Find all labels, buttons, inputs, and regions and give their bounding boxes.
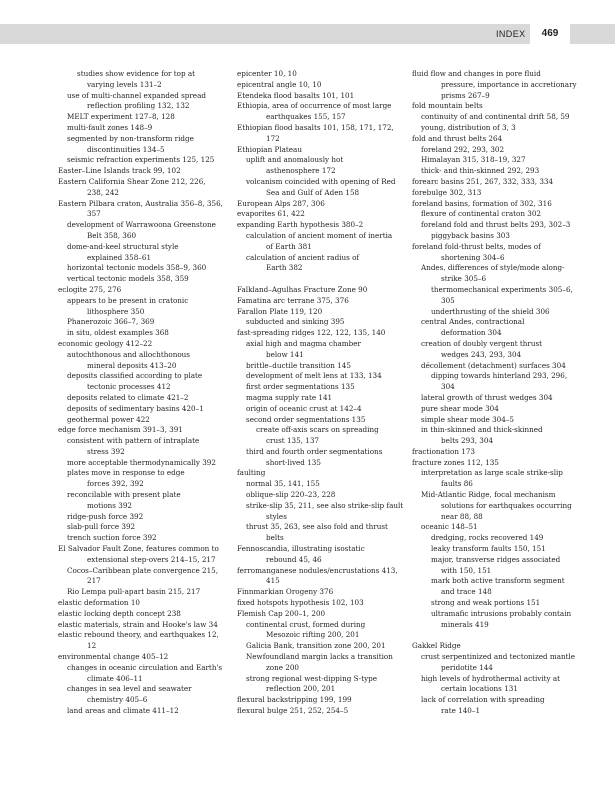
- index-subentry: appears to be present in cratonic: [67, 295, 189, 305]
- index-subentry: below 141: [266, 349, 304, 359]
- index-subentry: wedges 243, 293, 304: [441, 349, 522, 359]
- index-subentry: land areas and climate 411–12: [67, 706, 179, 716]
- index-subentry: deposits related to climate 421–2: [67, 392, 189, 402]
- index-subentry: explained 358–61: [87, 252, 152, 262]
- index-subentry: thrust 35, 263, see also fold and thrust: [246, 522, 388, 532]
- index-subentry: major, transverse ridges associated: [431, 554, 561, 564]
- index-subentry: axial high and magma chamber: [246, 338, 361, 348]
- index-entry: environmental change 405–12: [58, 652, 169, 662]
- index-subentry: dredging, rocks recovered 149: [431, 533, 544, 543]
- index-entry: Ethiopia, area of occurrence of most large: [237, 101, 392, 111]
- index-subentry: earthquakes 155, 157: [266, 112, 346, 122]
- index-entry: fracture zones 112, 135: [412, 457, 499, 467]
- index-subentry: extensional step-overs 214–15, 217: [87, 554, 216, 564]
- index-subentry: strong regional west-dipping S-type: [246, 673, 378, 683]
- index-subentry: Rio Lempa pull-apart basin 215, 217: [67, 587, 201, 597]
- index-subentry: first order segmentations 135: [246, 382, 355, 392]
- index-subentry: thermomechanical experiments 305–6,: [431, 284, 573, 294]
- index-subentry: asthenosphere 172: [266, 166, 336, 176]
- index-subentry: in thin-skinned and thick-skinned: [421, 425, 543, 435]
- index-subentry: tectonic processes 412: [87, 382, 171, 392]
- index-subentry: 357: [87, 209, 101, 219]
- index-entry: Flemish Cap 200–1, 200: [237, 608, 326, 618]
- index-entry: Eastern California Shear Zone 212, 226,: [58, 176, 206, 186]
- index-subentry: development of Warrawoona Greenstone: [67, 220, 216, 230]
- index-subentry: piggyback basins 303: [431, 230, 510, 240]
- index-subentry: Cocos–Caribbean plate convergence 215,: [67, 565, 219, 575]
- index-entry: flexural bulge 251, 252, 254–5: [237, 706, 349, 716]
- index-subentry: changes in sea level and seawater: [67, 684, 192, 694]
- index-subentry: Earth 382: [266, 263, 303, 273]
- index-subentry: seismic refraction experiments 125, 125: [67, 155, 215, 165]
- index-subentry: Newfoundland margin lacks a transition: [246, 652, 393, 662]
- index-subentry: rate 140–1: [441, 706, 481, 716]
- index-entry: forebulge 302, 313: [412, 187, 482, 197]
- index-subentry: ultramafic intrusions probably contain: [431, 608, 572, 618]
- index-entry: economic geology 412–22: [58, 338, 153, 348]
- index-column-3: [412, 69, 580, 717]
- index-subentry: plates move in response to edge: [67, 468, 185, 478]
- letter-group-gap: [412, 630, 580, 641]
- index-subentry: third and fourth order segmentations: [246, 446, 383, 456]
- index-entry: fold and thrust belts 264: [412, 133, 503, 143]
- index-subentry: minerals 419: [441, 619, 489, 629]
- index-subentry: uplift and anomalously hot: [246, 155, 344, 165]
- index-subentry: dome-and-keel structural style: [67, 241, 179, 251]
- index-subentry: continental crust, formed during: [246, 619, 366, 629]
- index-subentry: belts: [266, 533, 284, 543]
- index-subentry: reflection 200, 201: [266, 684, 336, 694]
- index-entry: Famatina arc terrane 375, 376: [237, 295, 349, 305]
- index-subentry: second order segmentations 135: [246, 414, 366, 424]
- index-subentry: lateral growth of thrust wedges 304: [421, 392, 553, 402]
- index-subentry: subducted and sinking 395: [246, 317, 345, 327]
- index-subentry: slab-pull force 392: [67, 522, 136, 532]
- index-subentry: studies show evidence for top at: [77, 69, 196, 78]
- index-subentry: strike-slip 35, 211, see also strike-slip fault: [246, 500, 404, 510]
- letter-group-gap: [237, 274, 409, 285]
- index-subentry: segmented by non-transform ridge: [67, 133, 194, 143]
- index-subentry: discontinuities 134–5: [87, 144, 165, 154]
- index-subentry: styles: [266, 511, 287, 521]
- index-subentry: certain locations 131: [441, 684, 518, 694]
- index-subentry: Mesozoic rifting 200, 201: [266, 630, 360, 640]
- index-subentry: chemistry 405–6: [87, 695, 148, 705]
- index-subentry: stress 392: [87, 446, 125, 456]
- index-subentry: in situ, oldest examples 368: [67, 328, 169, 338]
- index-subentry: trench suction force 392: [67, 533, 157, 543]
- index-subentry: pure shear mode 304: [421, 403, 499, 413]
- index-subentry: of Earth 381: [266, 241, 312, 251]
- index-subentry: central Andes, contractional: [421, 317, 525, 327]
- index-subentry: MELT experiment 127–8, 128: [67, 112, 175, 122]
- index-subentry: deformation 304: [441, 328, 502, 338]
- index-subentry: near 88, 88: [441, 511, 483, 521]
- index-subentry: geothermal power 422: [67, 414, 150, 424]
- index-subentry: reconcilable with present plate: [67, 490, 181, 500]
- index-subentry: changes in oceanic circulation and Earth's: [67, 662, 223, 672]
- index-subentry: volcanism coincided with opening of Red: [246, 176, 396, 186]
- index-entry: Eastern Pilbara craton, Australia 356–8, 356,: [58, 198, 223, 208]
- index-subentry: autochthonous and allochthonous: [67, 349, 190, 359]
- index-subentry: faults 86: [441, 479, 473, 489]
- index-subentry: mineral deposits 413–20: [87, 360, 177, 370]
- index-subentry: calculation of ancient moment of inertia: [246, 230, 393, 240]
- index-subentry: 415: [266, 576, 280, 586]
- index-subentry: Himalayan 315, 318–19, 327: [421, 155, 526, 165]
- index-subentry: zone 200: [266, 662, 300, 672]
- running-header-title: INDEX: [496, 29, 526, 39]
- index-entry: Fennoscandia, illustrating isostatic: [237, 544, 365, 554]
- index-subentry: climate 406–11: [87, 673, 143, 683]
- index-subentry: Mid-Atlantic Ridge, focal mechanism: [421, 490, 556, 500]
- index-entry: fluid flow and changes in pore fluid: [412, 69, 541, 78]
- index-entry: fold mountain belts: [412, 101, 483, 111]
- index-entry: El Salvador Fault Zone, features common to: [58, 544, 219, 554]
- index-subentry: foreland fold and thrust belts 293, 302–3: [421, 220, 571, 230]
- index-subentry: strike 305–6: [441, 274, 487, 284]
- index-subentry: lithosphere 350: [87, 306, 145, 316]
- index-entry: Ethiopian flood basalts 101, 158, 171, 172,: [237, 122, 394, 132]
- index-subentry: thick- and thin-skinned 292, 293: [421, 166, 540, 176]
- index-subentry: solutions for earthquakes occurring: [441, 500, 572, 510]
- index-subentry: continuity of and continental drift 58, 59: [421, 112, 570, 122]
- index-entry: epicenter 10, 10: [237, 69, 297, 78]
- index-subentry: 304: [441, 382, 455, 392]
- index-subentry: magma supply rate 141: [246, 392, 333, 402]
- index-subentry: underthrusting of the shield 306: [431, 306, 550, 316]
- index-entry: flexural backstripping 199, 199: [237, 695, 352, 705]
- index-subentry: lack of correlation with spreading: [421, 695, 545, 705]
- index-subentry: 172: [266, 133, 280, 143]
- index-subentry: create off-axis scars on spreading: [256, 425, 379, 435]
- index-subentry: crust 135, 137: [266, 436, 319, 446]
- index-entry: foreland basins, formation of 302, 316: [412, 198, 552, 208]
- index-subentry: crust serpentinized and tectonized mantle: [421, 652, 576, 662]
- index-subentry: rebound 45, 46: [266, 554, 322, 564]
- index-subentry: short-lived 135: [266, 457, 321, 467]
- index-entry: Ethiopian Plateau: [237, 144, 302, 154]
- index-subentry: reflection profiling 132, 132: [87, 101, 190, 111]
- index-subentry: deposits classified according to plate: [67, 371, 203, 381]
- index-subentry: Belt 358, 360: [87, 230, 137, 240]
- index-subentry: use of multi-channel expanded spread: [67, 90, 206, 100]
- index-subentry: vertical tectonic models 358, 359: [67, 274, 189, 284]
- index-subentry: varying levels 131–2: [87, 79, 162, 89]
- index-subentry: consistent with pattern of intraplate: [67, 436, 200, 446]
- index-entry: elastic materials, strain and Hooke's law 34: [58, 619, 218, 629]
- page-number: 469: [530, 24, 570, 44]
- index-subentry: with 150, 151: [441, 565, 492, 575]
- index-subentry: prisms 267–9: [441, 90, 490, 100]
- index-subentry: normal 35, 141, 155: [246, 479, 320, 489]
- index-subentry: décollement (detachment) surfaces 304: [421, 360, 566, 370]
- index-subentry: mark both active transform segment: [431, 576, 565, 586]
- index-subentry: flexure of continental craton 302: [421, 209, 542, 219]
- index-entry: elastic deformation 10: [58, 598, 140, 608]
- index-subentry: deposits of sedimentary basins 420–1: [67, 403, 204, 413]
- index-subentry: Andes, differences of style/mode along-: [421, 263, 565, 273]
- index-subentry: origin of oceanic crust at 142–4: [246, 403, 362, 413]
- index-subentry: development of melt lens at 133, 134: [246, 371, 382, 381]
- index-subentry: and trace 148: [441, 587, 492, 597]
- index-subentry: dipping towards hinterland 293, 296,: [431, 371, 568, 381]
- index-subentry: forces 392, 392: [87, 479, 144, 489]
- index-entry: European Alps 287, 306: [237, 198, 325, 208]
- index-entry: elastic rebound theory, and earthquakes 12,: [58, 630, 219, 640]
- index-subentry: interpretation as large scale strike-slip: [421, 468, 563, 478]
- index-subentry: 12: [87, 641, 97, 651]
- index-subentry: simple shear mode 304–5: [421, 414, 514, 424]
- index-subentry: oceanic 148–51: [421, 522, 478, 532]
- index-entry: epicentral angle 10, 10: [237, 79, 322, 89]
- index-entry: Etendeka flood basalts 101, 101: [237, 90, 355, 100]
- index-subentry: 305: [441, 295, 455, 305]
- index-subentry: Galicia Bank, transition zone 200, 201: [246, 641, 386, 651]
- index-column-2: [237, 69, 409, 717]
- index-subentry: Sea and Gulf of Aden 158: [266, 187, 360, 197]
- index-subentry: young, distribution of 3, 3: [421, 122, 516, 132]
- index-subentry: leaky transform faults 150, 151: [431, 544, 546, 554]
- index-subentry: belts 293, 304: [441, 436, 494, 446]
- index-subentry: strong and weak portions 151: [431, 598, 541, 608]
- index-entry: fractionation 173: [412, 446, 475, 456]
- index-subentry: shortening 304–6: [441, 252, 505, 262]
- index-entry: edge force mechanism 391–3, 391: [58, 425, 183, 435]
- index-entry: evaporites 61, 422: [237, 209, 305, 219]
- index-subentry: peridotite 144: [441, 662, 493, 672]
- index-entry: Farallon Plate 119, 120: [237, 306, 323, 316]
- index-entry: foreland fold-thrust belts, modes of: [412, 241, 541, 251]
- index-subentry: foreland 292, 293, 302: [421, 144, 505, 154]
- index-entry: fixed hotspots hypothesis 102, 103: [237, 598, 364, 608]
- index-entry: forearc basins 251, 267, 332, 333, 334: [412, 176, 554, 186]
- index-subentry: brittle–ductile transition 145: [246, 360, 351, 370]
- index-subentry: high levels of hydrothermal activity at: [421, 673, 561, 683]
- index-entry: expanding Earth hypothesis 380–2: [237, 220, 364, 230]
- index-subentry: multi-fault zones 148–9: [67, 122, 153, 132]
- index-entry: fast-spreading ridges 122, 122, 135, 140: [237, 328, 386, 338]
- index-subentry: 217: [87, 576, 101, 586]
- index-entry: elastic locking depth concept 238: [58, 608, 181, 618]
- index-entry: Gakkel Ridge: [412, 641, 461, 651]
- index-subentry: calculation of ancient radius of: [246, 252, 360, 262]
- index-subentry: more acceptable thermodynamically 392: [67, 457, 216, 467]
- index-entry: ferromanganese nodules/encrustations 413,: [237, 565, 398, 575]
- index-subentry: horizontal tectonic models 358–9, 360: [67, 263, 207, 273]
- index-subentry: Phanerozoic 366–7, 369: [67, 317, 155, 327]
- index-subentry: motions 392: [87, 500, 132, 510]
- index-subentry: oblique-slip 220–23, 228: [246, 490, 336, 500]
- index-entry: Easter–Line Islands track 99, 102: [58, 166, 181, 176]
- index-subentry: creation of doubly vergent thrust: [421, 338, 543, 348]
- index-subentry: 238, 242: [87, 187, 120, 197]
- index-entry: Falkland–Agulhas Fracture Zone 90: [237, 284, 368, 294]
- index-subentry: ridge-push force 392: [67, 511, 144, 521]
- index-entry: faulting: [237, 468, 266, 478]
- index-subentry: pressure, importance in accretionary: [441, 79, 577, 89]
- index-entry: Finnmarkian Orogeny 376: [237, 587, 334, 597]
- index-entry: eclogite 275, 276: [58, 284, 122, 294]
- index-column-1: [58, 69, 234, 717]
